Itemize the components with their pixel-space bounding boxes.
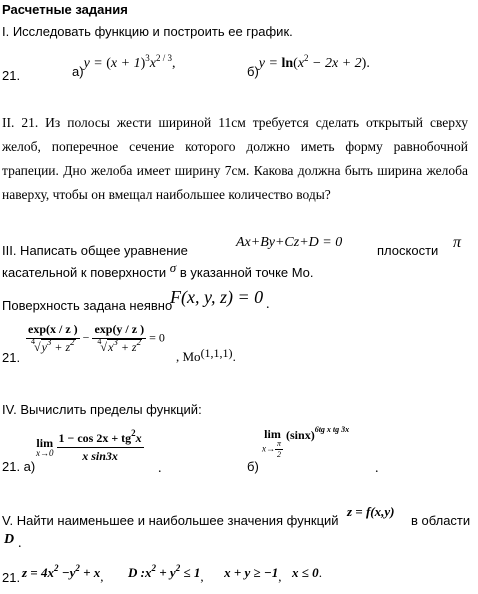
task3-frac1-rest: + z [51,340,71,354]
task4-b-dot: . [375,461,379,476]
page-title: Расчетные задания [2,2,128,17]
task3-frac1-den: $^4√y^3 + z^2$ [30,337,75,354]
task3-surface-equation: F(x, y, z) = 0 [170,287,264,307]
task1-a-lhs: y = [83,56,107,71]
task4-b-under [262,440,283,459]
task4-b-lim: lim [264,427,281,441]
task4-b-exp: 6tg x tg 3x [314,425,350,434]
task5-constraint-2: x + y ≥ −1 [224,565,279,580]
task4-formula-b [262,425,350,459]
task3-frac1-num: exp(x / z ) [26,322,80,339]
task5-end-dot: . [318,565,322,580]
task3-point-label: , Mo [176,349,201,364]
task1-b-open: ( [293,56,298,71]
task1-a-exp1: 3 [145,53,150,63]
task3-frac2-radicand [107,339,142,354]
task4-a-fraction [57,428,144,464]
task5-heading: V. Найти наименьшее и наибольшее значения функций [2,513,339,528]
task3-plane-word: плоскости [377,243,439,258]
task4-a-num [57,428,144,448]
task5-comma-1: , [100,569,104,584]
task3-frac2-index: 4 [97,337,102,346]
task4-b-under-num: π [277,439,282,448]
task5-comma-2: , [200,569,204,584]
task5-formula [22,563,322,584]
task3-frac2-exp: 3 [113,337,118,347]
task5-D-x-exp: 2 [151,563,157,573]
task3-plane-equation: Ax+By+Cz+D = 0 [236,235,343,250]
task3-point-coords: (1,1,1) [200,346,233,360]
task2-paragraph [2,111,468,207]
task3-line2-end: в указанной точке Mo. [176,265,314,280]
task5-z-e2: 2 [75,563,80,573]
task3-line2-text: касательной к поверхности [2,265,167,280]
task3-frac2-den: $^4√x^3 + z^2$ [97,337,142,354]
task4-a-limit [36,437,54,458]
task5-z-end: + x [79,565,101,580]
task3-frac2-rest: + z [117,340,137,354]
task1-b-exp: 2 [304,53,309,63]
task3-frac1-exp: 3 [46,337,52,347]
task1-b-end: . [366,56,370,71]
task5-D-y-exp: 2 [175,563,181,573]
task3-implicit: Поверхность задана неявно [2,298,173,313]
task4-a-num-end: x [135,431,142,445]
task3-intro: III. Написать общее уравнение [2,243,188,258]
task4-formula-a [36,428,144,464]
task5-z: z = 4x [22,565,54,580]
task4-a-num-exp: 2 [131,428,136,438]
task3-point-dot: . [232,349,236,364]
task3-point [176,346,236,365]
task1-b-label: б) [247,64,259,79]
task3-frac1-index: 4 [30,337,35,346]
task1-b-rest: − 2x + 2 [308,56,362,71]
task1-a-close: ) [140,56,146,71]
task1-a-open: ( [106,56,111,71]
task5-z-e1: 2 [53,563,59,573]
task3-frac1-exp2: 2 [70,337,75,347]
task5-D-le: ≤ 1 [180,565,201,580]
task5-comma-3: , [278,569,282,584]
task4-a-dot: . [158,461,162,476]
task1-b-lhs: y = [258,56,282,71]
task4-heading: IV. Вычислить пределы функций: [2,402,202,417]
task4-a-num-text: 1 − cos 2x + tg [58,431,132,445]
task1-formula-b [247,53,370,79]
task4-a-lim: lim [36,436,54,450]
task3-frac1-y: y [41,340,47,354]
task1-b-ln: ln [281,56,294,71]
task5-D-label: D : [128,565,146,580]
task4-a-den: x sin3x [82,449,118,463]
task3-fraction-1 [26,322,80,355]
task4-b-under-x: x→ [262,443,275,454]
task1-a-label: а) [72,64,84,79]
task3-formula [26,322,165,355]
task1-a-x: x [149,56,156,71]
task5-function: z = f(x,y) [347,504,395,519]
pi-symbol: π [453,234,462,251]
task3-implicit-dot: . [266,297,270,312]
task5-D-x: x [145,565,152,580]
task4-b-under-den: 2 [277,450,281,459]
task5-z-formula [22,565,100,580]
task1-a-base: x + 1 [110,56,141,71]
task3-minus: − [82,330,90,345]
task4-b-limit [262,428,283,459]
task1-number: 21. [2,68,21,83]
task5-number: 21. [2,570,21,585]
task4-b-label: б) [247,459,259,474]
task5-D: D [4,532,15,547]
task5-region-word: в области [411,513,471,528]
task3-line2 [2,260,314,281]
task3-fraction-2 [92,322,146,355]
task3-equals-zero: = 0 [149,330,165,345]
task3-frac2-exp2: 2 [136,337,142,347]
task5-D-formula [128,565,200,580]
task4-a-under: x→0 [36,448,54,458]
task1-heading: I. Исследовать функцию и построить ее график. [2,24,293,39]
task1-a-end: , [171,56,176,71]
task3-number: 21. [2,350,21,365]
task1-b-close: ) [361,56,367,71]
task4-b-base: (sinx) [286,428,315,442]
task5-D-dot: . [18,536,22,551]
task2-text: II. 21. Из полосы жести шириной 11см требуется сделать открытый сверху желоб, поперечное сечение которого должно иметь форму равнобочной трапеции. Дно желоба имеет ширину 7см. Какова должна быть ширина желоба наверху, чтобы он вмещал наибольшее количество воды? [2,115,468,202]
task3-frac1-radicand [41,339,76,354]
task5-D-y: + y [156,565,176,580]
task3-frac2-x: x [108,340,114,354]
task5-z-m: −y [58,565,76,580]
task1-a-exp2: 2 / 3 [155,53,172,63]
task1-b-x: x [297,56,305,71]
task1-formula-a [72,53,176,79]
task4-number: 21. а) [2,459,36,474]
sigma-symbol: σ [169,260,177,275]
task5-constraint-3: x ≤ 0 [292,565,319,580]
task3-frac2-num: exp(y / z ) [92,322,146,339]
